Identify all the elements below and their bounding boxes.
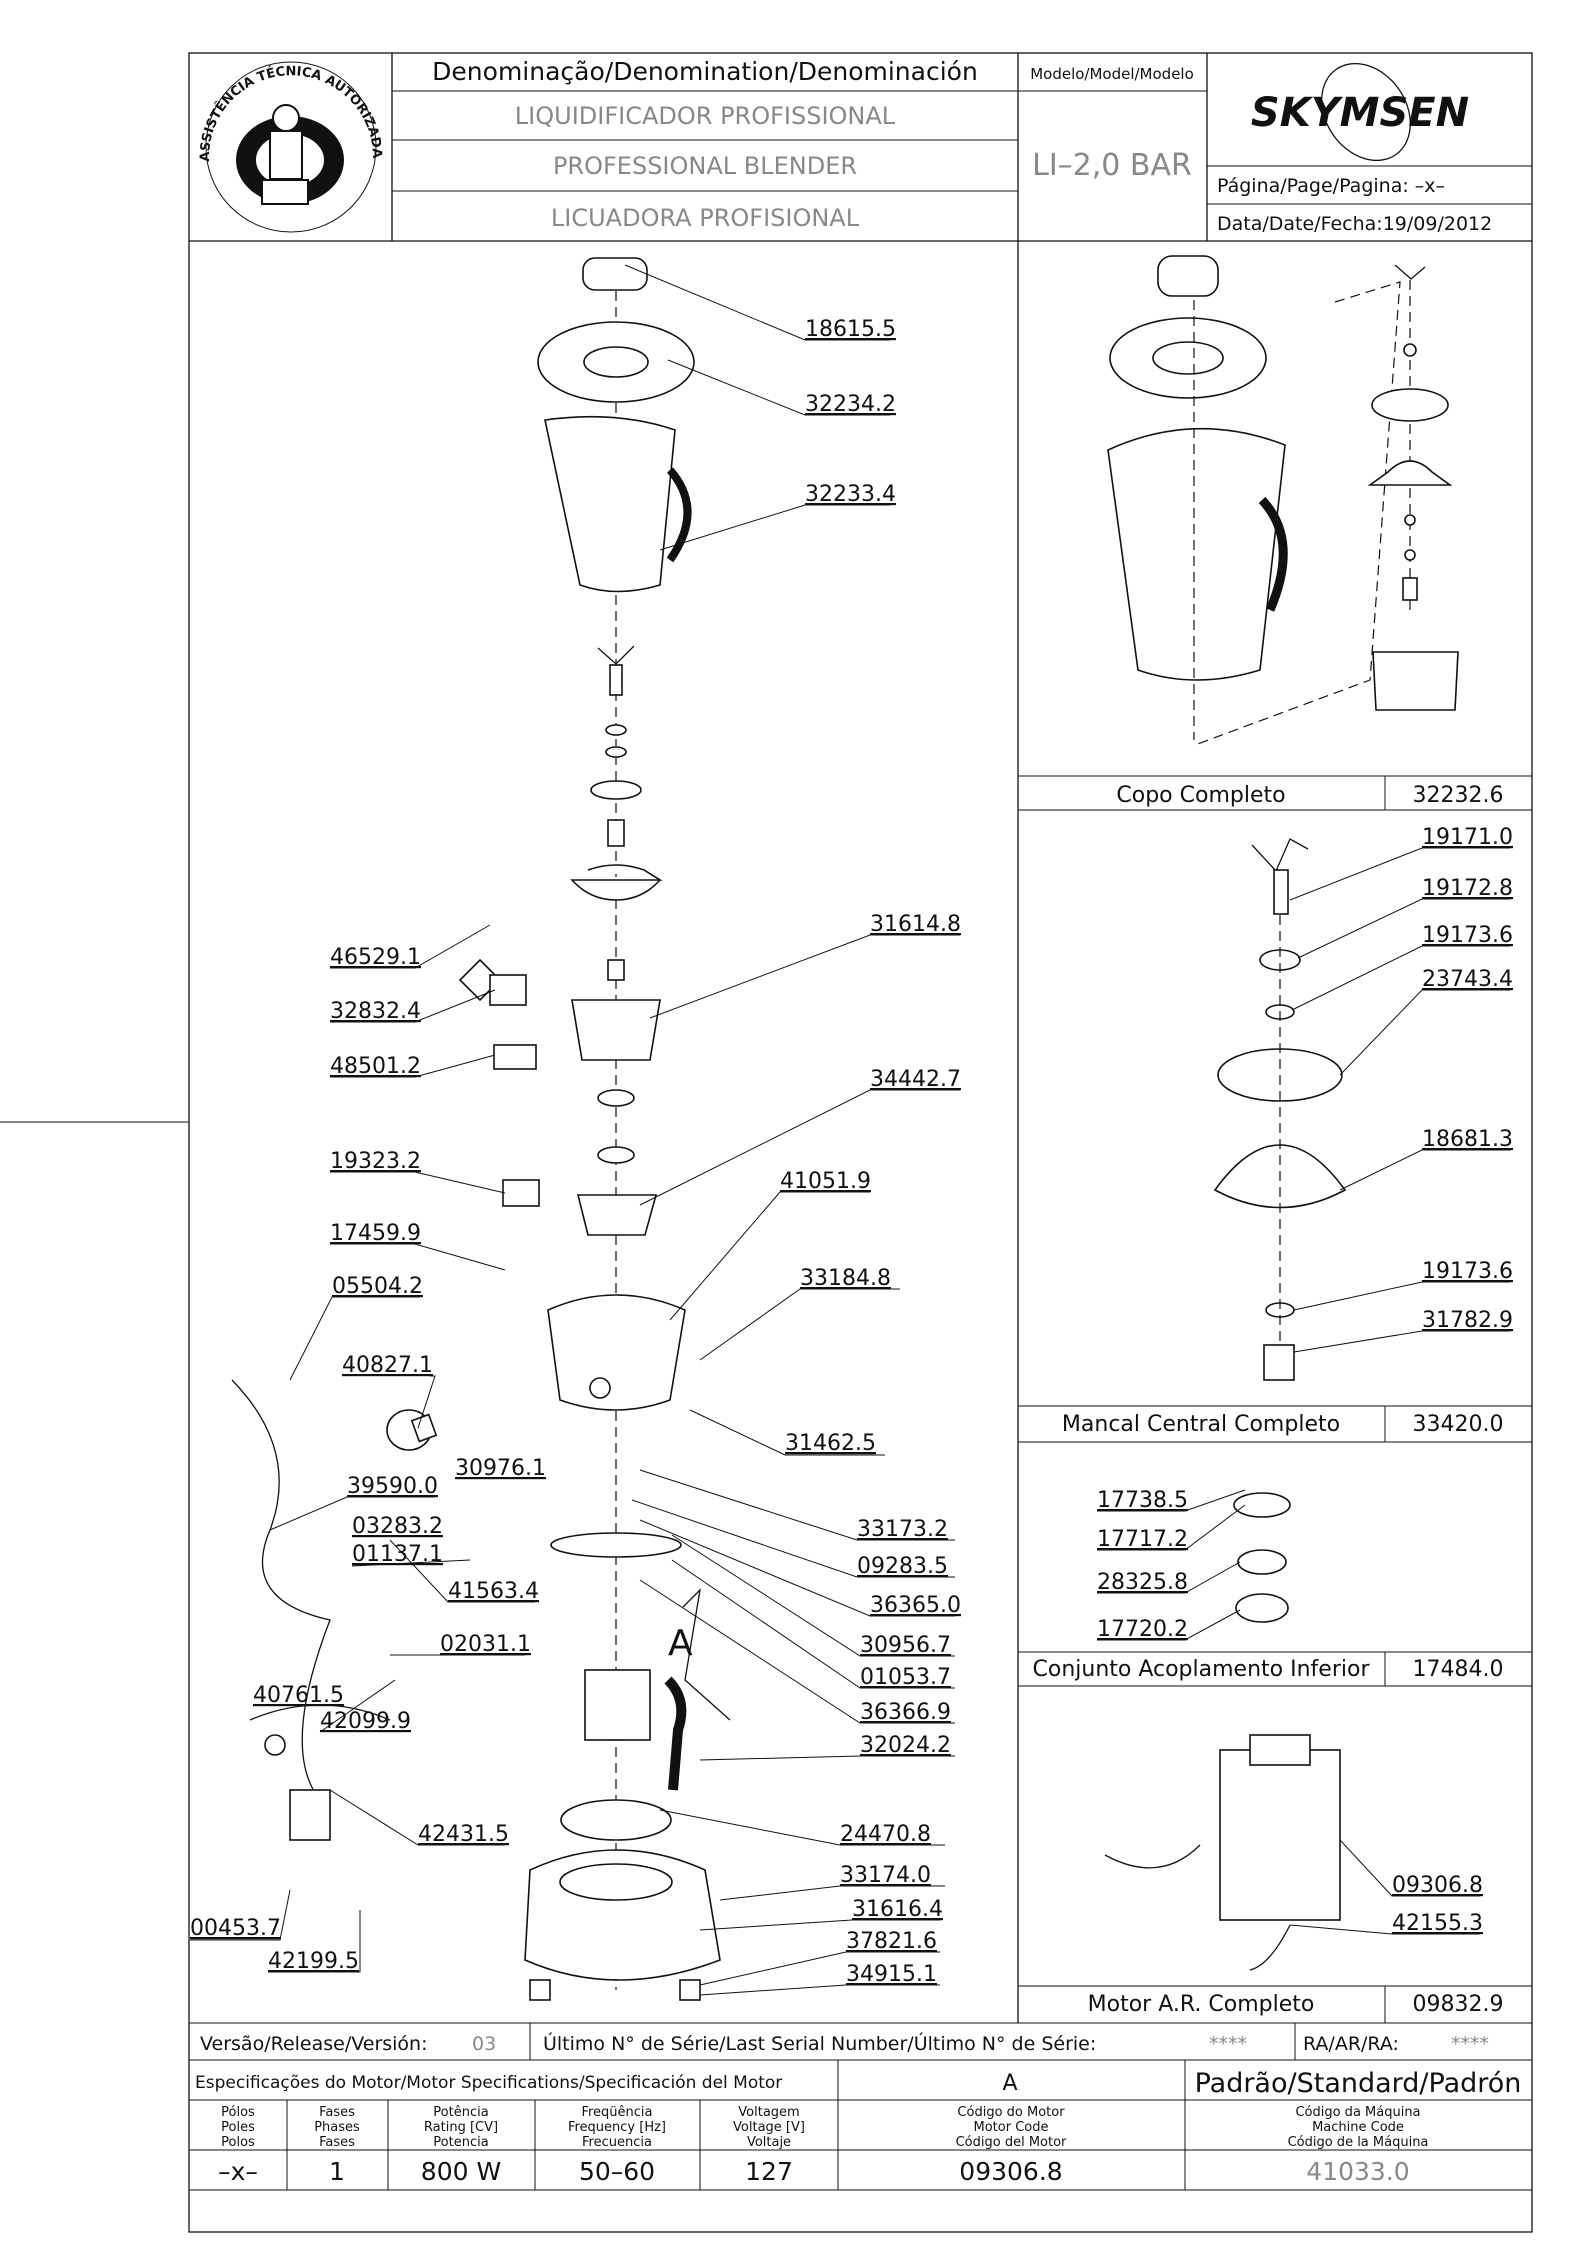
motor-part-labels [1392, 1873, 1483, 1936]
part-label: 36365.0 [870, 1593, 961, 1618]
spec-value: 41033.0 [1306, 2157, 1410, 2186]
part-label: 42155.3 [1392, 1911, 1483, 1936]
part-label: 18615.5 [805, 317, 896, 342]
part-label: 17720.2 [1097, 1617, 1188, 1642]
seal-text: ASSISTÊNCIA TÉCNICA AUTORIZADA [197, 64, 385, 162]
spec-header: Machine Code [1312, 2120, 1404, 2135]
part-label: 17459.9 [330, 1221, 421, 1246]
part-label: 31616.4 [852, 1897, 943, 1922]
spec-value: 127 [745, 2157, 793, 2186]
part-label: 42099.9 [320, 1709, 411, 1734]
part-label: 42199.5 [268, 1949, 359, 1974]
part-label: 09283.5 [857, 1554, 948, 1579]
part-label: 41563.4 [448, 1579, 539, 1604]
standard-label: Padrão/Standard/Padrón [1194, 2068, 1522, 2099]
part-label: 37821.6 [846, 1929, 937, 1954]
motor-spec-value: A [1002, 2071, 1018, 2096]
spec-header: Rating [CV] [423, 2120, 499, 2135]
spec-header: Poles [221, 2120, 255, 2135]
part-label: 46529.1 [330, 945, 421, 970]
spec-table [221, 2105, 1428, 2150]
complete-cup-illustration [1108, 256, 1458, 745]
sub2-name: Mancal Central Completo [1061, 1412, 1341, 1437]
part-label: 41051.9 [780, 1169, 871, 1194]
spec-value: 09306.8 [959, 2157, 1063, 2186]
sub4-name: Motor A.R. Completo [1087, 1992, 1315, 2017]
part-label: 01053.7 [860, 1665, 951, 1690]
part-label: 17717.2 [1097, 1527, 1188, 1552]
spec-header: Código de la Máquina [1287, 2135, 1429, 2150]
part-label: 34442.7 [870, 1067, 961, 1092]
spec-header: Voltagem [738, 2105, 800, 2120]
spec-header: Código del Motor [955, 2135, 1067, 2150]
lower-coupling-illustration [1234, 1493, 1290, 1622]
part-label: 40761.5 [253, 1683, 344, 1708]
spec-header: Freqüência [581, 2105, 653, 2120]
part-label: 31782.9 [1422, 1308, 1513, 1333]
denomination-label: Denominação/Denomination/Denominación [432, 57, 978, 86]
spec-header: Código do Motor [957, 2105, 1065, 2120]
model-label: Modelo/Model/Modelo [1030, 65, 1194, 83]
sub3-code: 17484.0 [1412, 1657, 1504, 1682]
spec-value: –x– [218, 2157, 258, 2186]
sub3-name: Conjunto Acoplamento Inferior [1032, 1657, 1370, 1682]
part-label: 31614.8 [870, 912, 961, 937]
name-es: LICUADORA PROFISIONAL [550, 204, 860, 232]
part-label: 33174.0 [840, 1863, 931, 1888]
part-label: 09306.8 [1392, 1873, 1483, 1898]
sub1-code: 32232.6 [1412, 783, 1504, 808]
name-pt: LIQUIDIFICADOR PROFISSIONAL [514, 102, 896, 130]
page-label: Página/Page/Pagina: –x– [1217, 175, 1446, 197]
date-label: Data/Date/Fecha:19/09/2012 [1217, 213, 1493, 235]
part-label: 19172.8 [1422, 876, 1513, 901]
serial-label: Último N° de Série/Last Serial Number/Último N° de Série: [543, 2033, 1097, 2055]
part-label: 30976.1 [455, 1456, 546, 1481]
part-label: 19173.6 [1422, 1259, 1513, 1284]
part-label: 48501.2 [330, 1054, 421, 1079]
part-label: 19323.2 [330, 1149, 421, 1174]
spec-header: Código da Máquina [1295, 2105, 1421, 2120]
part-label: 30956.7 [860, 1633, 951, 1658]
part-label: 32832.4 [330, 999, 421, 1024]
spec-header: Potencia [433, 2135, 489, 2150]
blender-exploded-view [232, 258, 730, 2000]
version-value: 03 [472, 2033, 497, 2055]
spec-header: Frequency [Hz] [567, 2120, 667, 2135]
sub4-code: 09832.9 [1412, 1992, 1504, 2017]
spec-value: 800 W [420, 2157, 502, 2186]
part-label: 31462.5 [785, 1431, 876, 1456]
name-en: PROFESSIONAL BLENDER [552, 152, 858, 180]
spec-header: Fases [319, 2135, 355, 2150]
spec-header: Phases [314, 2120, 360, 2135]
callout-a: A [668, 1623, 693, 1664]
part-label: 03283.2 [352, 1514, 443, 1539]
spec-header: Voltage [V] [733, 2120, 805, 2135]
part-label: 02031.1 [440, 1632, 531, 1657]
spec-header: Fases [319, 2105, 355, 2120]
part-label: 32233.4 [805, 482, 896, 507]
spec-header: Pólos [221, 2105, 255, 2120]
part-label: 40827.1 [342, 1353, 433, 1378]
model-value: LI–2,0 BAR [1032, 148, 1192, 183]
part-label: 32024.2 [860, 1733, 951, 1758]
part-label: 42431.5 [418, 1822, 509, 1847]
part-label: 18681.3 [1422, 1127, 1513, 1152]
central-bearing-illustration [1215, 839, 1345, 1380]
part-label: 32234.2 [805, 392, 896, 417]
authorized-service-seal-icon [198, 62, 384, 232]
part-label: 23743.4 [1422, 967, 1513, 992]
ra-label: RA/AR/RA: [1303, 2033, 1399, 2055]
part-label: 01137.1 [352, 1542, 443, 1567]
spec-values [218, 2157, 1410, 2186]
brand-logo: SKYMSEN [1250, 90, 1470, 136]
version-label: Versão/Release/Versión: [200, 2033, 428, 2055]
part-label: 34915.1 [846, 1962, 937, 1987]
spec-header: Polos [221, 2135, 255, 2150]
part-label: 28325.8 [1097, 1570, 1188, 1595]
spec-header: Motor Code [973, 2120, 1049, 2135]
sub2-code: 33420.0 [1412, 1412, 1504, 1437]
ra-value: **** [1451, 2033, 1489, 2055]
motor-spec-label: Especificações do Motor/Motor Specifications/Specificación del Motor [195, 2073, 783, 2093]
part-label: 39590.0 [347, 1474, 438, 1499]
spec-header: Frecuencia [582, 2135, 652, 2150]
part-label: 33184.8 [800, 1266, 891, 1291]
part-label: 05504.2 [332, 1274, 423, 1299]
spec-value: 1 [329, 2157, 345, 2186]
part-label: 00453.7 [190, 1916, 281, 1941]
motor-assembly-illustration [1105, 1735, 1340, 1970]
part-label: 19173.6 [1422, 923, 1513, 948]
part-label: 36366.9 [860, 1700, 951, 1725]
sub1-name: Copo Completo [1116, 783, 1286, 808]
serial-value: **** [1209, 2033, 1247, 2055]
spec-header: Potência [433, 2105, 489, 2120]
part-label: 24470.8 [840, 1822, 931, 1847]
spec-header: Voltaje [746, 2135, 792, 2150]
part-label: 17738.5 [1097, 1488, 1188, 1513]
part-label: 19171.0 [1422, 825, 1513, 850]
part-label: 33173.2 [857, 1517, 948, 1542]
bearing-part-labels [1422, 825, 1513, 1333]
spec-value: 50–60 [578, 2157, 656, 2186]
